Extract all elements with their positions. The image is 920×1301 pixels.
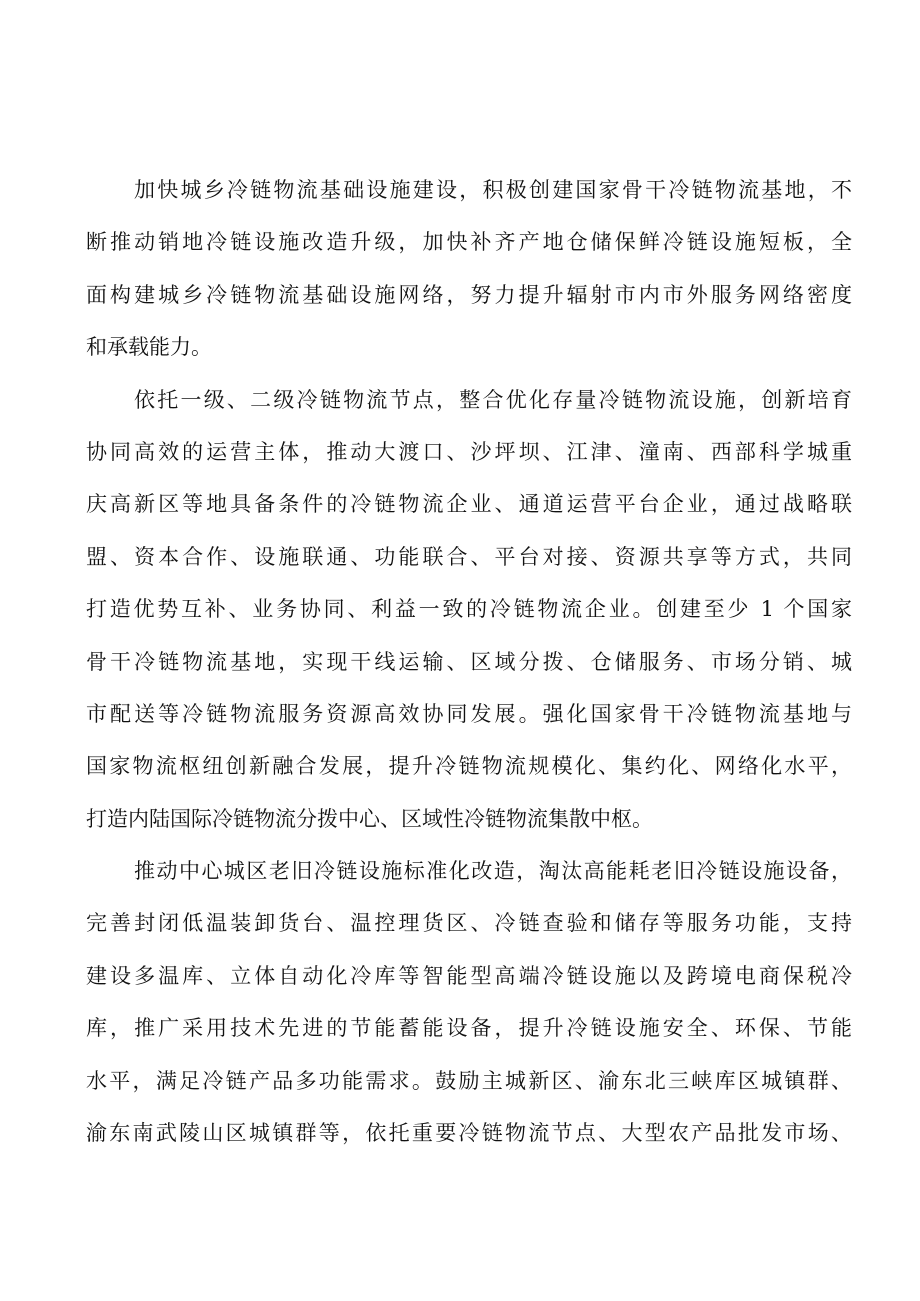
text-line: 市配送等冷链物流服务资源高效协同发展。强化国家骨干冷链物流基地与 (86, 701, 852, 726)
text-line: 断推动销地冷链设施改造升级，加快补齐产地仓储保鲜冷链设施短板，全 (86, 230, 852, 255)
paragraph-3 (86, 845, 852, 1159)
text-line: 加快城乡冷链物流基础设施建设，积极创建国家骨干冷链物流基地，不 (134, 178, 852, 202)
text-line: 协同高效的运营主体，推动大渡口、沙坪坝、江津、潼南、西部科学城重 (86, 439, 852, 464)
text-line: 骨干冷链物流基地，实现干线运输、区域分拨、仓储服务、市场分销、城 (86, 649, 852, 674)
text-line: 和承载能力。 (86, 335, 212, 360)
body-text (86, 164, 852, 1159)
text-line: 完善封闭低温装卸货台、温控理货区、冷链查验和储存等服务功能，支持 (86, 911, 852, 936)
text-line: 面构建城乡冷链物流基础设施网络，努力提升辐射市内市外服务网络密度 (86, 282, 852, 307)
paragraph-1 (86, 164, 852, 374)
text-line: 盟、资本合作、设施联通、功能联合、平台对接、资源共享等方式，共同 (86, 544, 852, 569)
text-line: 库，推广采用技术先进的节能蓄能设备，提升冷链设施安全、环保、节能 (86, 1016, 852, 1041)
text-line: 渝东南武陵山区城镇群等，依托重要冷链物流节点、大型农产品批发市场、 (86, 1121, 852, 1146)
text-line: 打造优势互补、业务协同、利益一致的冷链物流企业。创建至少 1 个国家 (86, 597, 852, 622)
text-line: 推动中心城区老旧冷链设施标准化改造，淘汰高能耗老旧冷链设施设备， (134, 859, 852, 884)
text-line: 依托一级、二级冷链物流节点，整合优化存量冷链物流设施，创新培育 (134, 387, 852, 412)
text-line: 庆高新区等地具备条件的冷链物流企业、通道运营平台企业，通过战略联 (86, 492, 852, 517)
text-line: 建设多温库、立体自动化冷库等智能型高端冷链设施以及跨境电商保税冷 (86, 963, 852, 988)
paragraph-2 (86, 374, 852, 846)
text-line: 国家物流枢纽创新融合发展，提升冷链物流规模化、集约化、网络化水平， (86, 754, 852, 779)
text-line: 打造内陆国际冷链物流分拨中心、区域性冷链物流集散中枢。 (86, 806, 653, 831)
text-line: 水平，满足冷链产品多功能需求。鼓励主城新区、渝东北三峡库区城镇群、 (86, 1068, 852, 1093)
